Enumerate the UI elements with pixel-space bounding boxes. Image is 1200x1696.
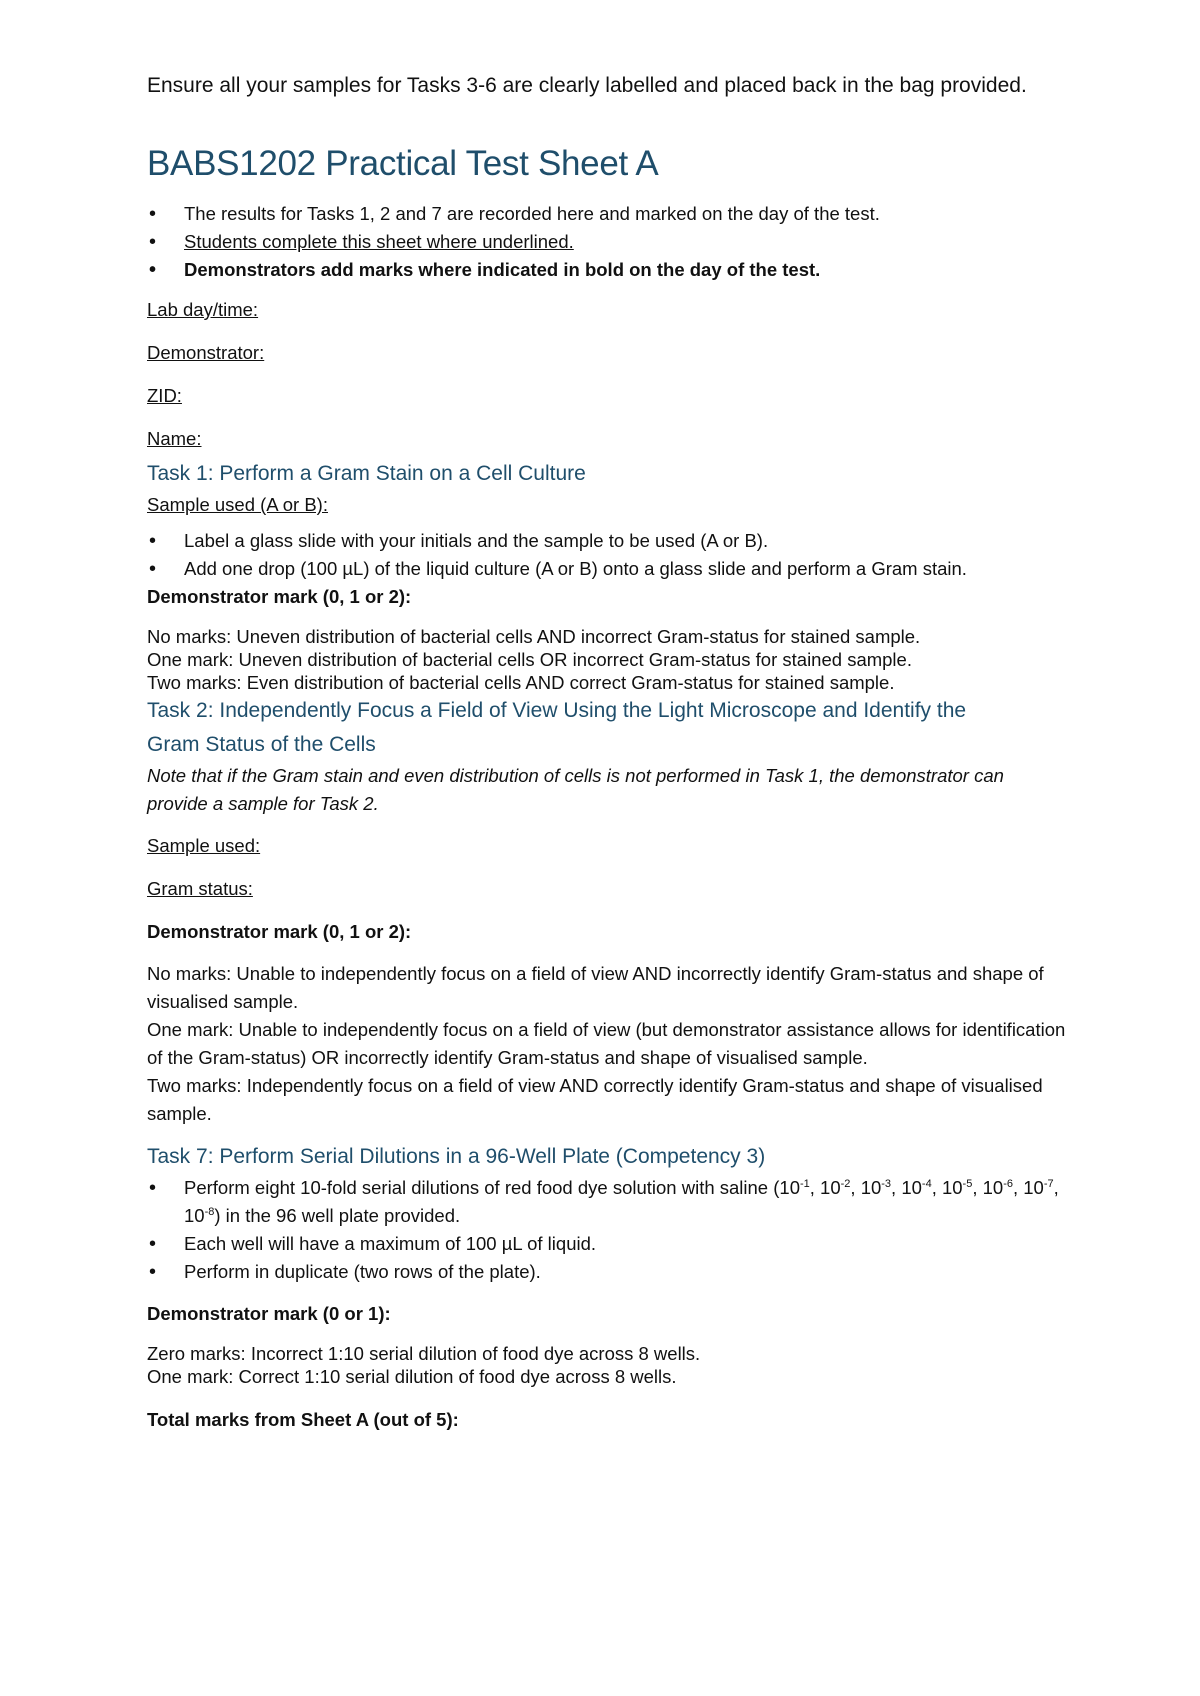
intro-text: Ensure all your samples for Tasks 3-6 are clearly labelled and placed back in the bag provided. — [147, 74, 1027, 97]
dilution-exponent: -5 — [962, 1178, 973, 1190]
dilution-base: 10 — [184, 1205, 205, 1226]
dilution-series: $10^{-1}$, $10^{-2}$, $10^{-3}$, $10^{-4}$, $10^{-5}$, $10^{-6}$, $10^{-7}$, $10^{-8}$ — [184, 1177, 1059, 1226]
task7-step: • Each well will have a maximum of 100 µL of liquid. — [147, 1230, 1067, 1258]
task7-criterion: One mark: Correct 1:10 serial dilution of food dye across 8 wells. — [147, 1366, 677, 1387]
dilution-base: 10 — [779, 1177, 800, 1198]
dilution-value — [1023, 1177, 1053, 1198]
document-page — [147, 70, 1067, 1434]
task2-sample-field[interactable]: Sample used: — [147, 835, 261, 856]
instruction-item: • The results for Tasks 1, 2 and 7 are recorded here and marked on the day of the test. — [147, 200, 1067, 228]
page-title: BABS1202 Practical Test Sheet A — [147, 144, 659, 183]
instruction-item: • Students complete this sheet where underlined. — [147, 228, 1067, 256]
dilution-base: 10 — [901, 1177, 922, 1198]
task1-heading: Task 1: Perform a Gram Stain on a Cell Culture — [147, 462, 586, 485]
instructions-list — [147, 200, 1067, 284]
task7-step — [147, 1174, 1067, 1230]
dilution-base: 10 — [982, 1177, 1004, 1198]
dilution-base: 10 — [941, 1177, 963, 1198]
dilution-value — [779, 1177, 809, 1198]
name-field[interactable]: Name: — [147, 428, 202, 449]
dilution-exponent: -1 — [799, 1178, 810, 1190]
task7-step1-suffix: ) in the 96 well plate provided. — [214, 1205, 461, 1226]
dilution-base: 10 — [820, 1177, 841, 1198]
total-marks-label: Total marks from Sheet A (out of 5): — [147, 1409, 459, 1430]
task2-criterion: Two marks: Independently focus on a field of view AND correctly identify Gram-status and shape of visualised sample. — [147, 1075, 1043, 1124]
dilution-value — [942, 1177, 972, 1198]
task7-mark-label: Demonstrator mark (0 or 1): — [147, 1303, 391, 1324]
dilution-base: 10 — [860, 1177, 882, 1198]
task1-criterion: One mark: Uneven distribution of bacterial cells OR incorrect Gram-status for stained sample. — [147, 649, 912, 670]
task7-criterion: Zero marks: Incorrect 1:10 serial dilution of food dye across 8 wells. — [147, 1343, 701, 1364]
task7-step1-prefix: Perform eight 10-fold serial dilutions of red food dye solution with saline ( — [184, 1177, 780, 1198]
task2-heading-line2: Gram Status of the Cells — [147, 733, 376, 756]
dilution-base: 10 — [1023, 1177, 1044, 1198]
task2-gram-field[interactable]: Gram status: — [147, 878, 253, 899]
zid-field[interactable]: ZID: — [147, 385, 182, 406]
dilution-exponent: -4 — [921, 1178, 932, 1190]
instruction-item: • Demonstrators add marks where indicated in bold on the day of the test. — [147, 256, 1067, 284]
task1-step: • Label a glass slide with your initials and the sample to be used (A or B). — [147, 527, 1067, 555]
task1-steps — [147, 527, 1067, 583]
dilution-exponent: -3 — [881, 1178, 892, 1190]
task1-criterion: Two marks: Even distribution of bacterial cells AND correct Gram-status for stained sample. — [147, 672, 895, 693]
task7-steps — [147, 1174, 1067, 1286]
dilution-value — [901, 1177, 931, 1198]
task2-mark-label: Demonstrator mark (0, 1 or 2): — [147, 921, 412, 942]
task2-criterion: One mark: Unable to independently focus on a field of view (but demonstrator assistance allows for identification of the Gram-status) OR incorrectly identify Gram-status and shape of visualised sample. — [147, 1019, 1066, 1068]
demonstrator-field[interactable]: Demonstrator: — [147, 342, 265, 363]
task2-note: Note that if the Gram stain and even distribution of cells is not performed in Task 1, the demonstrator can provide a sample for Task 2. — [147, 765, 1004, 814]
dilution-exponent: -6 — [1003, 1178, 1013, 1190]
dilution-exponent: -2 — [840, 1178, 851, 1190]
lab-day-field[interactable]: Lab day/time: — [147, 299, 259, 320]
task2-heading-line1: Task 2: Independently Focus a Field of View Using the Light Microscope and Identify the — [147, 699, 967, 722]
dilution-value — [820, 1177, 850, 1198]
task1-criterion: No marks: Uneven distribution of bacterial cells AND incorrect Gram-status for stained sample. — [147, 626, 921, 647]
task1-mark-label: Demonstrator mark (0, 1 or 2): — [147, 586, 412, 607]
task7-step: • Perform in duplicate (two rows of the plate). — [147, 1258, 1067, 1286]
dilution-value — [861, 1177, 891, 1198]
task2-criterion: No marks: Unable to independently focus on a field of view AND incorrectly identify Gram-status and shape of visualised sample. — [147, 963, 1044, 1012]
task2-heading — [147, 694, 1067, 762]
dilution-value — [983, 1177, 1013, 1198]
task1-step: • Add one drop (100 µL) of the liquid culture (A or B) onto a glass slide and perform a Gram stain. — [147, 555, 1067, 583]
dilution-exponent: -7 — [1043, 1178, 1054, 1190]
dilution-value — [184, 1205, 214, 1226]
task7-heading: Task 7: Perform Serial Dilutions in a 96-Well Plate (Competency 3) — [147, 1145, 766, 1168]
task1-sample-field[interactable]: Sample used (A or B): — [147, 494, 328, 515]
dilution-exponent: -8 — [204, 1206, 215, 1218]
